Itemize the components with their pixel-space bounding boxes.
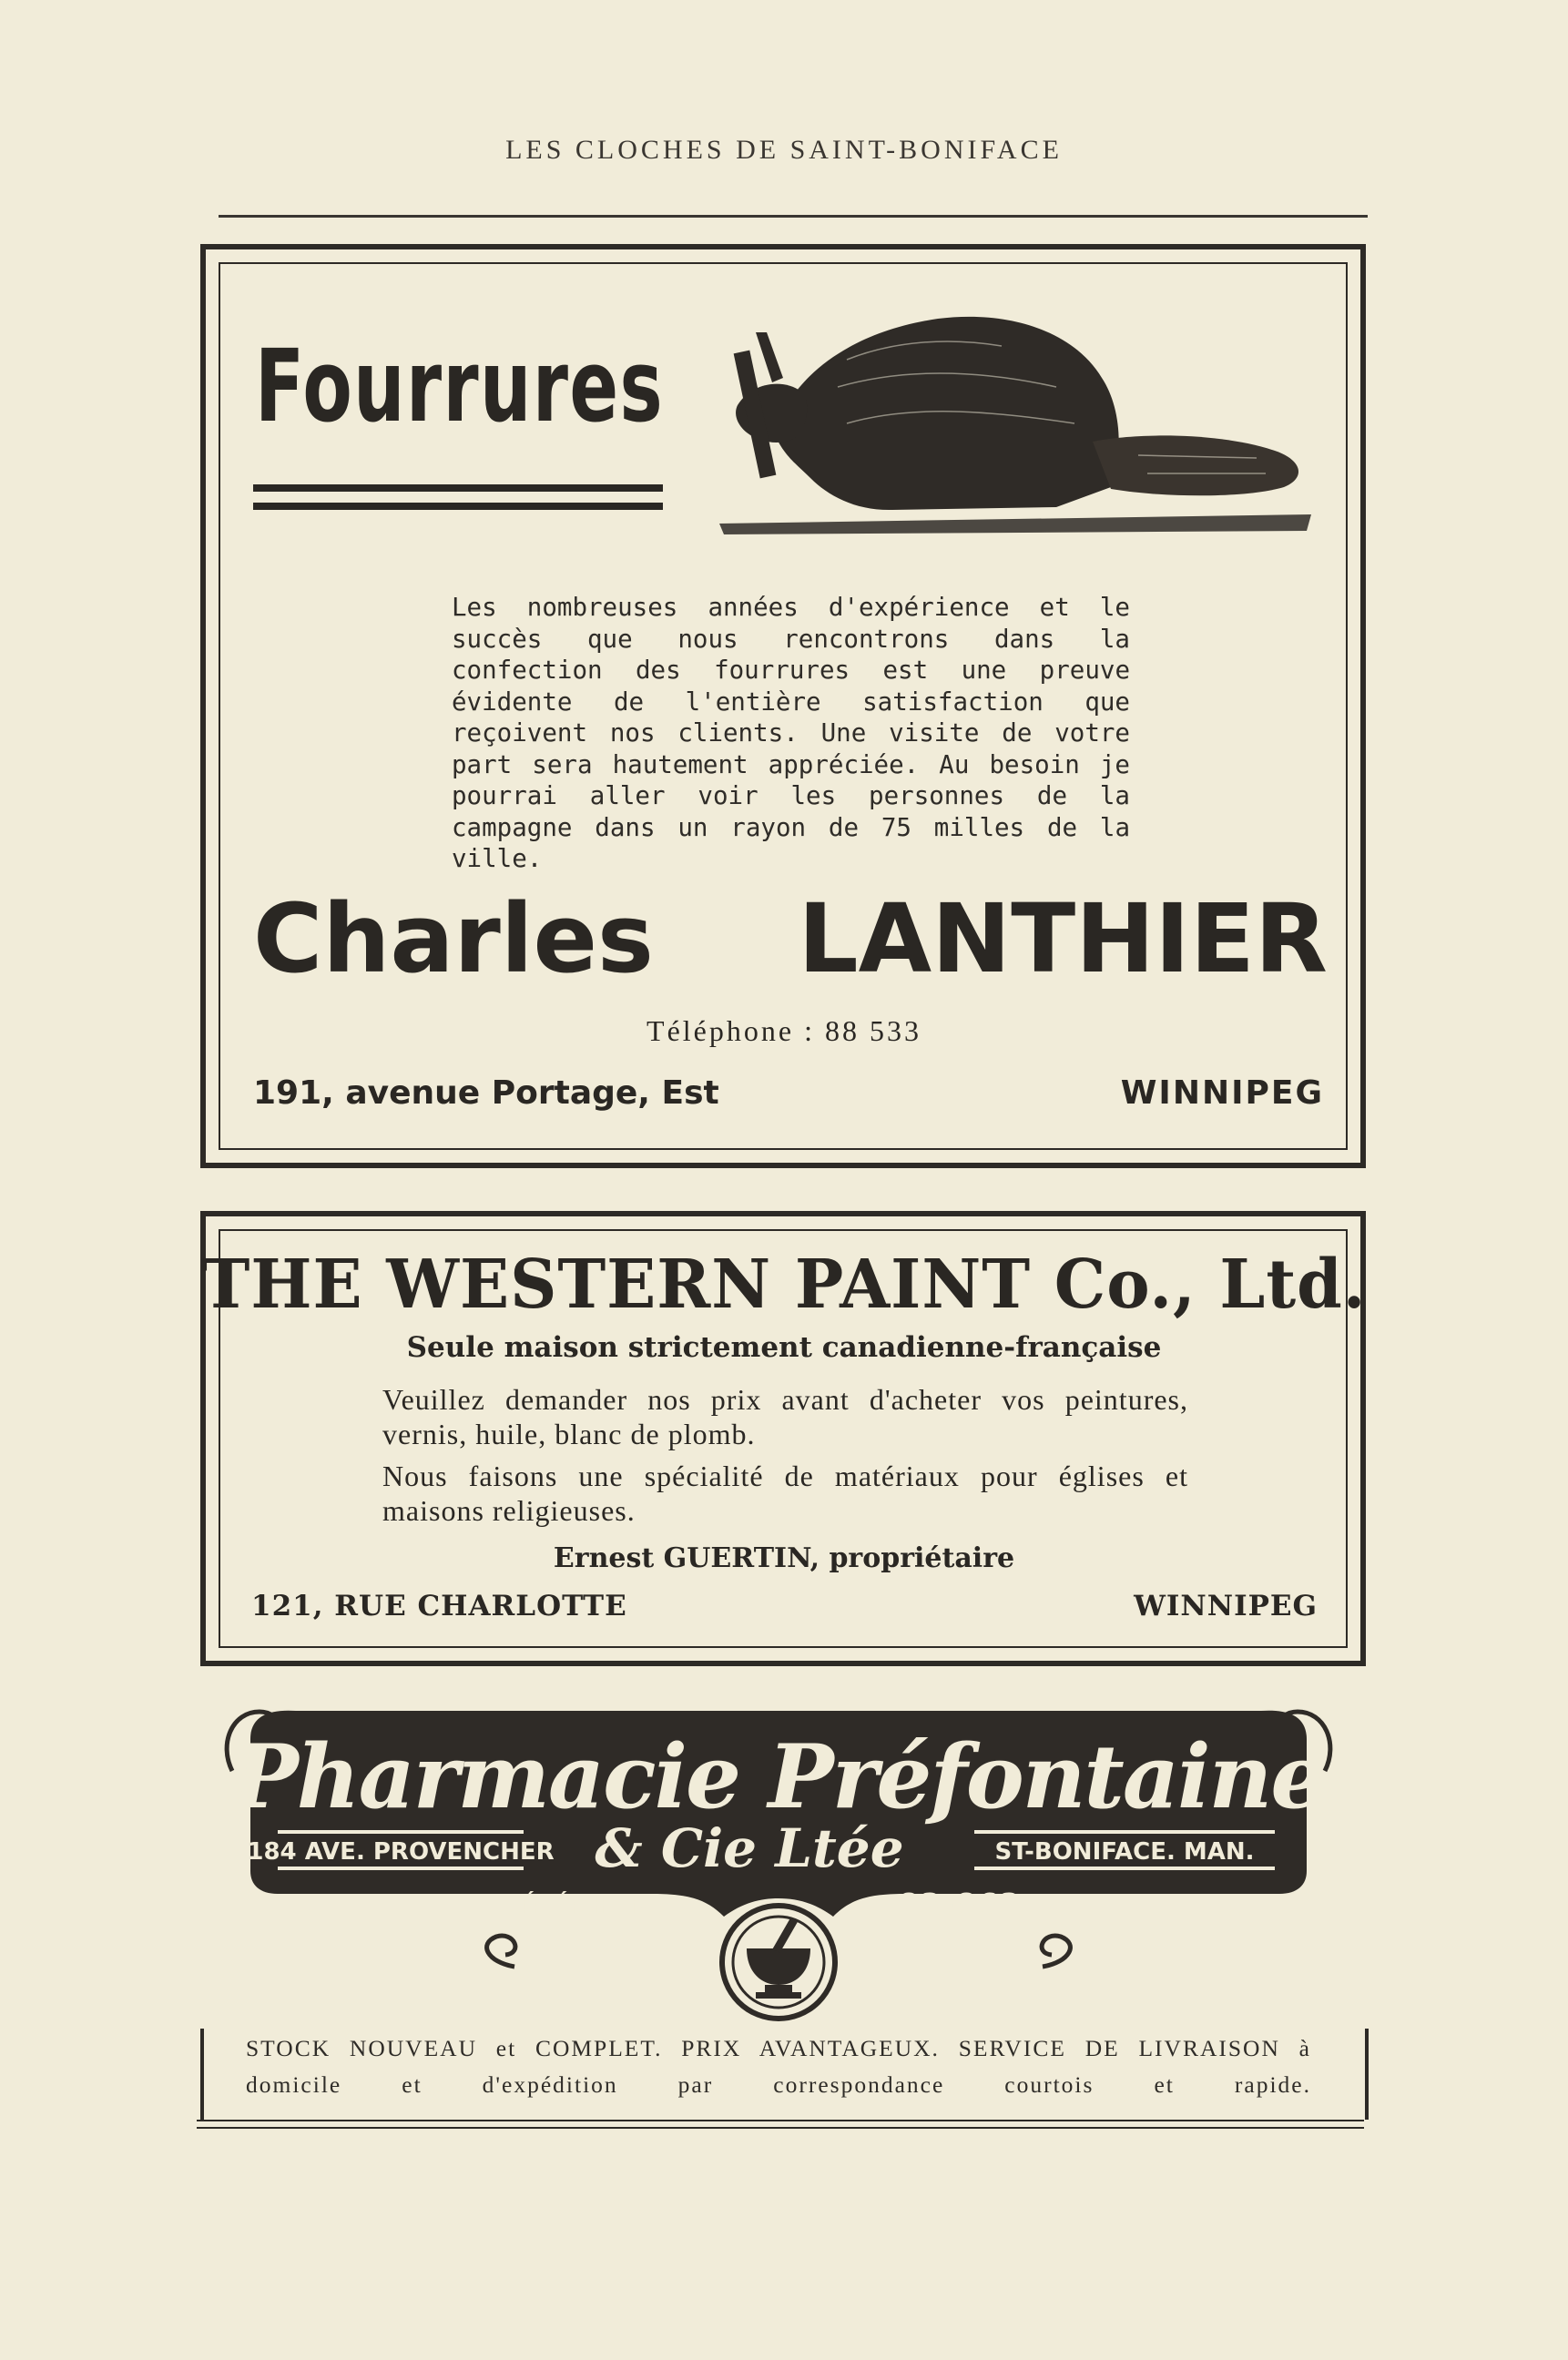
furrier-name [253, 883, 1328, 994]
paint-ad-city: WINNIPEG [1134, 1590, 1318, 1622]
fur-ad-address: 191, avenue Portage, Est [253, 1074, 719, 1112]
pharmacy-company: & Cie Ltée [595, 1817, 904, 1879]
fur-ad-body: Les nombreuses années d'expérience et le succès que nous rencontrons dans la confection des fourrures est une preuve évidente de l'entière satisfaction que reçoivent nos clients. Une visite de votre part sera hautement appréciée. Au besoin je pourrai aller voir les personnes de la campagne dans un rayon de 75 milles de la ville. [452, 593, 1130, 873]
paint-ad-subtitle: Seule maison strictement canadienne-française [406, 1331, 1162, 1364]
header-rule [219, 215, 1368, 218]
pharmacy-footer-rule [197, 2120, 1364, 2129]
paint-ad-body [382, 1382, 1188, 1535]
fur-ad-title: Fourrures [255, 328, 665, 444]
paint-ad-address: 121, RUE CHARLOTTE [251, 1590, 627, 1622]
paint-ad-paragraph: Veuillez demander nos prix avant d'acheter vos peintures, vernis, huile, blanc de plomb. [382, 1383, 1188, 1450]
pharmacy-footer-text: STOCK NOUVEAU et COMPLET. PRIX AVANTAGEUX. SERVICE DE LIVRAISON à domicile et d'expédition par correspondance courtois et rapide. [246, 2035, 1311, 2098]
beaver-illustration [710, 296, 1329, 542]
pharmacy-telephone-label: TÉLÉPHONE [504, 1892, 670, 1919]
last-name: LANTHIER [798, 883, 1328, 994]
paint-ad-owner: Ernest GUERTIN, propriétaire [553, 1542, 1015, 1574]
pharmacy-city: ST-BONIFACE. MAN. [994, 1838, 1255, 1866]
fur-ad-telephone: Téléphone : 88 533 [647, 1014, 921, 1047]
title-underline [253, 503, 663, 510]
pharmacy-name: Pharmacie Préfontaine [232, 1725, 1325, 1828]
paint-ad-title: THE WESTERN PAINT Co., Ltd. [201, 1246, 1367, 1324]
fur-ad-city: WINNIPEG [1120, 1074, 1324, 1112]
running-head: LES CLOCHES DE SAINT-BONIFACE [505, 135, 1063, 165]
title-underline [253, 484, 663, 492]
pharmacy-address: 184 AVE. PROVENCHER [247, 1838, 555, 1866]
first-name: Charles [253, 883, 654, 994]
pharmacy-telephone: 83-863 [899, 1888, 1023, 1920]
paint-ad-paragraph: Nous faisons une spécialité de matériaux pour églises et maisons religieuses. [382, 1460, 1188, 1527]
pharmacy-banner [214, 1689, 1343, 2026]
